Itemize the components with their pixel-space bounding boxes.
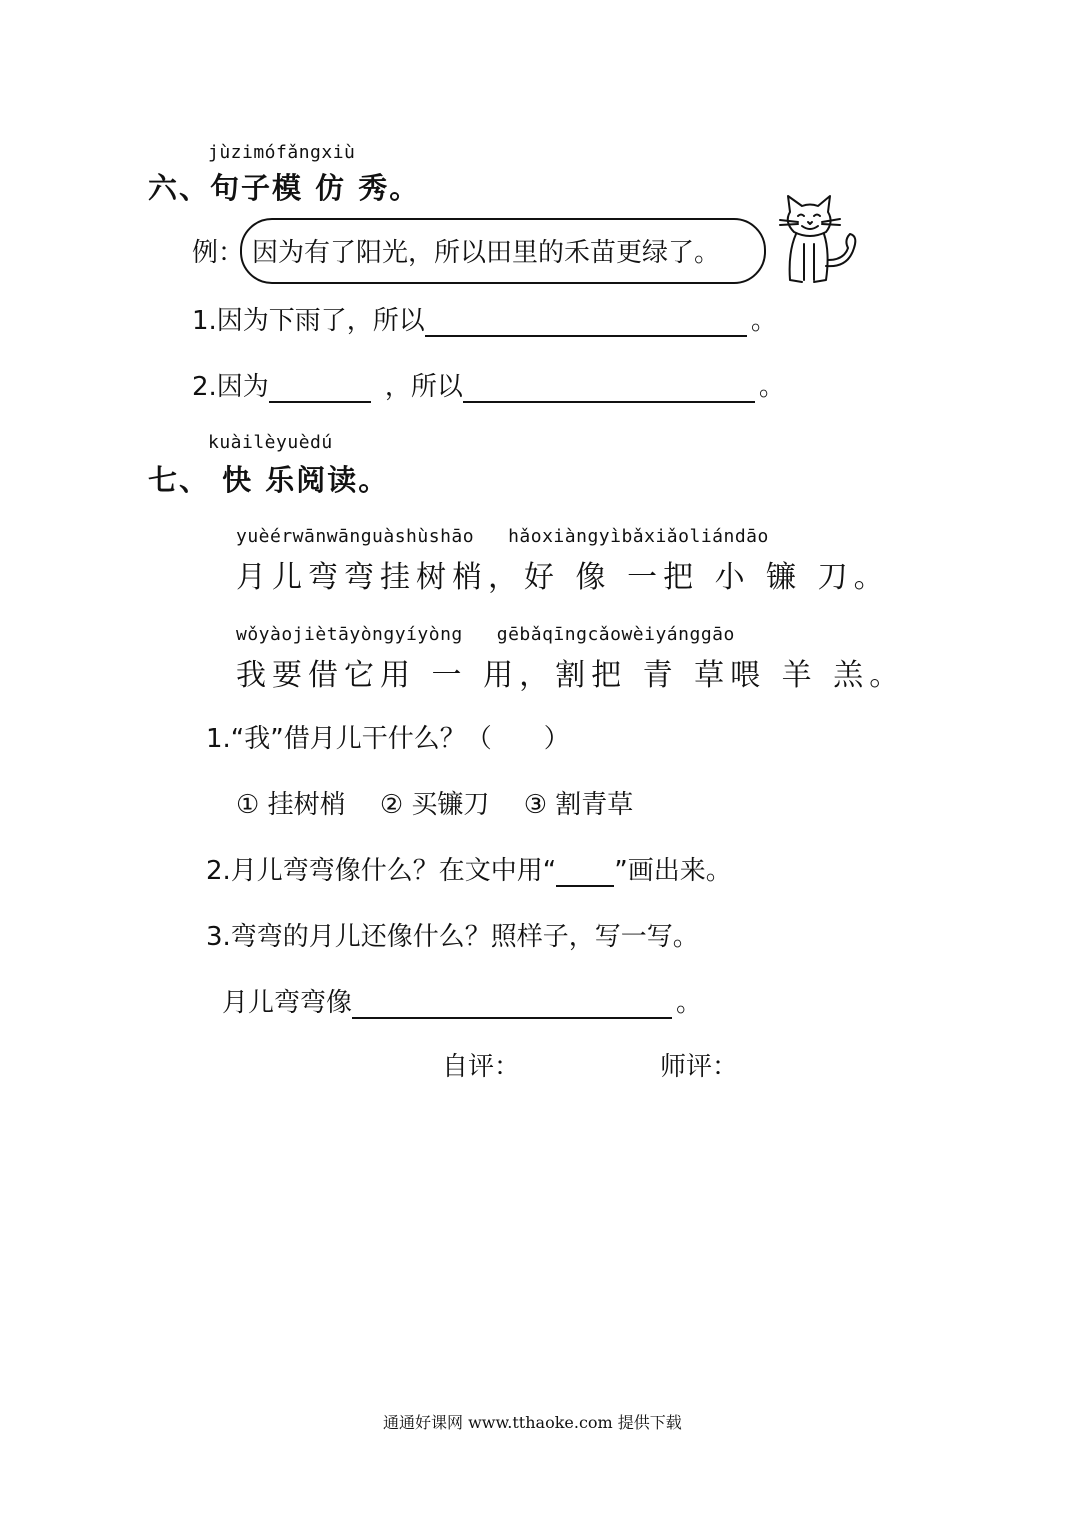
option-1[interactable]: ① 挂树梢 [236,790,346,820]
answer-suffix: 。 [676,988,703,1018]
s6-q2-suffix: 。 [758,372,785,402]
cat-illustration-icon [766,192,866,290]
s6-q1-blank[interactable] [425,309,747,337]
s7-answer-line [222,982,702,1019]
self-eval-label: 自评： [442,1052,521,1082]
section7-pinyin: kuàilèyuèdú [208,432,333,453]
teacher-eval-label: 师评： [660,1052,739,1082]
s6-q2-middle: ，所以 [384,372,463,402]
example-sentence: 因为有了阳光，所以田里的禾苗更绿了。 [252,238,721,268]
example-label: 例： [192,238,245,268]
poem-line-2: 我要借它用 一 用，割把 青 草喂 羊 羔。 [236,658,906,693]
section6-heading: 六、句子模 仿 秀。 [148,171,421,205]
s6-q1-suffix: 。 [750,306,777,336]
poem-line-1: 月儿弯弯挂树梢，好 像 一把 小 镰 刀。 [236,560,890,595]
s7-question-2 [206,850,732,887]
s7-question-1: 1.“我”借月儿干什么？（ ） [206,724,570,754]
s7-question-3: 3.弯弯的月儿还像什么？照样子，写一写。 [206,922,699,952]
option-2[interactable]: ② 买镰刀 [379,790,490,820]
s6-question-2 [192,366,785,403]
s7-q2-prefix: 2.月儿弯弯像什么？在文中用“ [206,856,557,886]
s6-q1-prefix: 1.因为下雨了，所以 [192,306,425,336]
s7-q2-underline-sample [556,859,614,887]
s6-question-1 [192,300,777,337]
poem-line-1-pinyin: yuèérwānwānguàshùshāo hǎoxiàngyìbǎxiǎoliándāo [236,526,769,547]
footer-credit: 通通好课网 www.tthaoke.com 提供下载 [383,1413,682,1432]
s7-q1-options [236,784,633,821]
option-3[interactable]: ③ 割青草 [523,790,634,820]
section6-pinyin: jùzimófǎngxiù [208,142,356,163]
answer-blank[interactable] [352,991,672,1019]
s6-q2-blank-1[interactable] [269,375,371,403]
answer-prefix: 月儿弯弯像 [222,988,353,1018]
poem-line-2-pinyin: wǒyàojiètāyòngyíyòng gēbǎqīngcǎowèiyánggāo [236,624,735,645]
section7-heading: 七、 快 乐阅读。 [148,463,390,497]
s6-q2-prefix: 2.因为 [192,372,269,402]
s7-q2-suffix: ”画出来。 [614,856,732,886]
s6-q2-blank-2[interactable] [463,375,755,403]
